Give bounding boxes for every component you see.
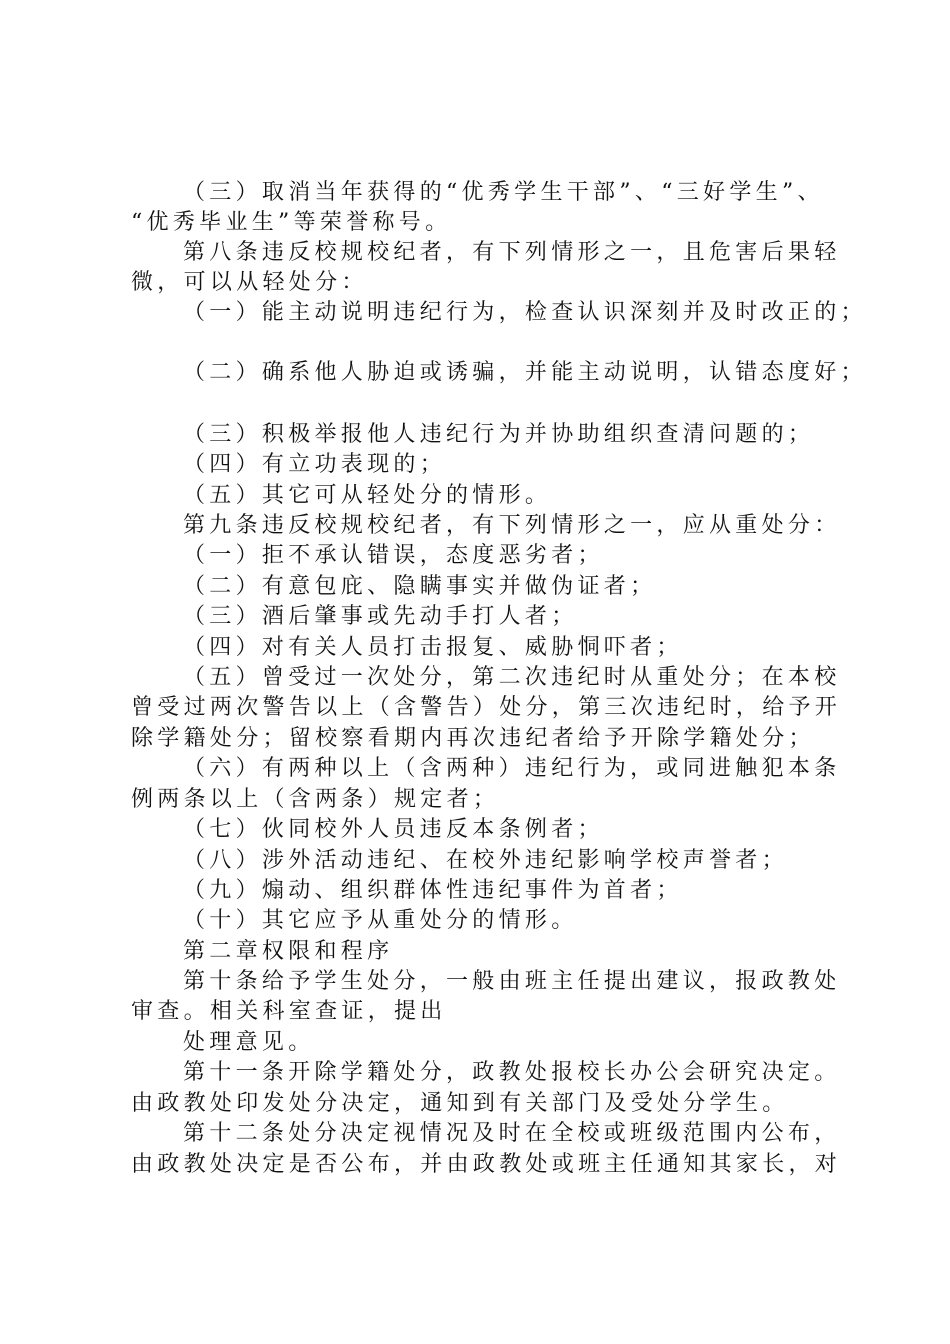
text-line: 第九条违反校规校纪者，有下列情形之一，应从重处分： [183, 513, 841, 538]
text-line: 曾受过两次警告以上（含警告）处分，第三次违纪时，给予开 [131, 695, 842, 720]
text-line: 第十二条处分决定视情况及时在全校或班级范围内公布， [183, 1121, 841, 1146]
text-line: （五）其它可从轻处分的情形。 [183, 483, 552, 508]
section-heading: 第二章权限和程序 [183, 939, 394, 964]
text-line: （五）曾受过一次处分，第二次违纪时从重处分；在本校 [183, 665, 841, 690]
text-line: 审查。相关科室查证，提出 [131, 999, 447, 1024]
text-line: 第十一条开除学籍处分，政教处报校长办公会研究决定。 [183, 1060, 841, 1085]
text-line: （十）其它应予从重处分的情形。 [183, 908, 578, 933]
text-line: 由政教处印发处分决定，通知到有关部门及受处分学生。 [131, 1091, 789, 1116]
text-line: 例两条以上（含两条）规定者； [131, 787, 500, 812]
text-line: （三）酒后肇事或先动手打人者； [183, 604, 578, 629]
text-line: （一）拒不承认错误，态度恶劣者； [183, 543, 604, 568]
text-line: （四）有立功表现的； [183, 452, 447, 477]
text-line: 微，可以从轻处分： [131, 270, 368, 295]
text-line: （三）取消当年获得的“优秀学生干部”、“三好学生”、 [183, 180, 824, 205]
text-line: （八）涉外活动违纪、在校外违纪影响学校声誉者； [183, 848, 788, 873]
text-line: （二）确系他人胁迫或诱骗，并能主动说明，认错态度好； [183, 360, 867, 385]
text-line: 由政教处决定是否公布，并由政教处或班主任通知其家长，对 [131, 1152, 842, 1177]
text-line: （一）能主动说明违纪行为，检查认识深刻并及时改正的； [183, 300, 867, 325]
text-line: “优秀毕业生”等荣誉称号。 [131, 210, 452, 235]
text-line: （三）积极举报他人违纪行为并协助组织查清问题的； [183, 422, 815, 447]
text-line: 第八条违反校规校纪者，有下列情形之一，且危害后果轻 [183, 240, 841, 265]
text-line: （九）煽动、组织群体性违纪事件为首者； [183, 878, 683, 903]
text-line: （二）有意包庇、隐瞒事实并做伪证者； [183, 574, 657, 599]
text-line: 第十条给予学生处分，一般由班主任提出建议，报政教处 [183, 969, 841, 994]
text-line: （七）伙同校外人员违反本条例者； [183, 817, 604, 842]
text-line: 处理意见。 [183, 1030, 315, 1055]
text-line: （六）有两种以上（含两种）违纪行为，或同进触犯本条 [183, 756, 841, 781]
text-line: （四）对有关人员打击报复、威胁恫吓者； [183, 635, 683, 660]
text-line: 除学籍处分；留校察看期内再次违纪者给予开除学籍处分； [131, 726, 815, 751]
